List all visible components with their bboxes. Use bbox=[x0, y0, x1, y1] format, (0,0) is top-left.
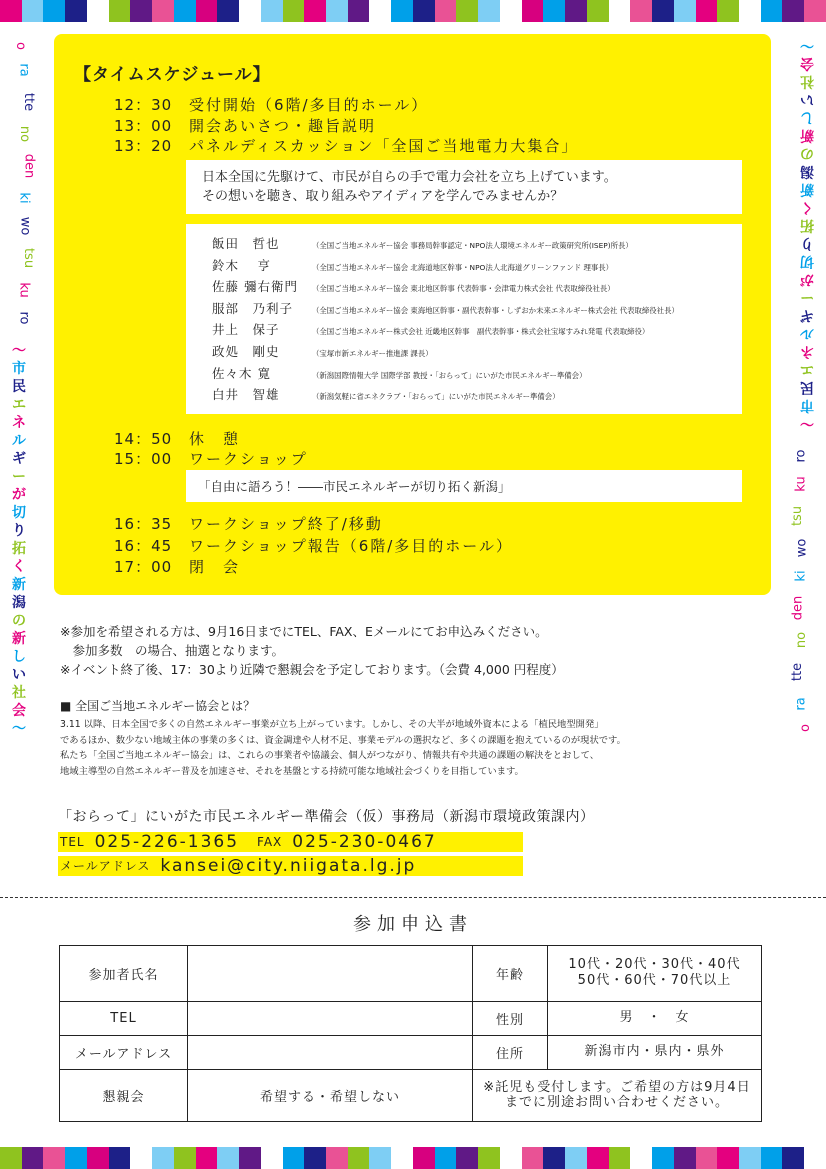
panelist-name: 白井 智雄 bbox=[212, 387, 280, 403]
form-label: 性別 bbox=[473, 1001, 548, 1035]
schedule-time: 16：35 bbox=[114, 515, 173, 533]
tel-field[interactable] bbox=[188, 1001, 473, 1035]
stripe-block bbox=[348, 1147, 370, 1169]
slogan-glyph: 市 bbox=[800, 397, 814, 413]
slogan-glyph: く bbox=[800, 199, 814, 215]
stripe-block bbox=[609, 1147, 631, 1169]
phone-fax-line bbox=[58, 832, 523, 852]
slogan-glyph: no bbox=[793, 631, 809, 649]
schedule-time: 17：00 bbox=[114, 558, 173, 576]
stripe-block bbox=[630, 0, 652, 22]
stripe-block bbox=[587, 1147, 609, 1169]
stripe-block bbox=[696, 0, 718, 22]
stripe-block bbox=[522, 0, 544, 22]
application-form bbox=[59, 945, 762, 1122]
participation-notes bbox=[60, 622, 564, 679]
intro-line: その想いを聴き、取り組みやアイディアを学んでみませんか？ bbox=[202, 189, 564, 204]
stripe-block bbox=[391, 0, 413, 22]
stripe-block bbox=[391, 1147, 413, 1169]
stripe-block bbox=[761, 1147, 783, 1169]
schedule-time: 13：00 bbox=[114, 117, 173, 135]
stripe-block bbox=[674, 1147, 696, 1169]
tel-label: TEL bbox=[60, 835, 85, 849]
stripe-block bbox=[456, 0, 478, 22]
panelist-row bbox=[212, 320, 742, 342]
about-line: であるほか、数少ない地域主体の事業の多くは、資金調達や人材不足、事業モデルの選択など、多くの課題を抱えているのが現状です。 bbox=[60, 734, 626, 746]
stripe-block bbox=[543, 0, 565, 22]
panelist-title: （宝塚市新エネルギー推進課 課長） bbox=[312, 348, 433, 358]
office-name: 「おらって」にいがた市民エネルギー準備会（仮）事務局（新潟市環境政策課内） bbox=[58, 809, 595, 825]
slogan-glyph: ro bbox=[16, 311, 32, 325]
panelist-name: 鈴木 亨 bbox=[212, 257, 271, 273]
slogan-glyph: ku bbox=[17, 282, 32, 298]
slogan-glyph: 〜 bbox=[800, 415, 814, 431]
schedule-time: 15：00 bbox=[114, 450, 173, 468]
about-line: 地域主導型の自然エネルギー普及を加速させ、それを基盤とする持続可能な地域社会づくりを目指しています。 bbox=[60, 765, 524, 777]
stripe-block bbox=[174, 0, 196, 22]
slogan-glyph: エ bbox=[12, 397, 26, 413]
stripe-block bbox=[174, 1147, 196, 1169]
left-vertical-slogan bbox=[6, 36, 36, 738]
slogan-glyph: wo bbox=[17, 216, 32, 236]
email-line bbox=[58, 856, 523, 876]
stripe-block bbox=[522, 1147, 544, 1169]
stripe-block bbox=[696, 1147, 718, 1169]
gender-options[interactable] bbox=[548, 1001, 762, 1035]
schedule-desc: 開会あいさつ・趣旨説明 bbox=[189, 117, 377, 135]
slogan-glyph: 潟 bbox=[800, 163, 814, 179]
stripe-block bbox=[43, 0, 65, 22]
schedule-row bbox=[114, 94, 428, 115]
stripe-block bbox=[804, 0, 826, 22]
stripe-block bbox=[565, 1147, 587, 1169]
stripe-block bbox=[435, 1147, 457, 1169]
stripe-block bbox=[0, 1147, 22, 1169]
fax-label: FAX bbox=[257, 835, 283, 849]
schedule-row bbox=[114, 135, 578, 156]
slogan-glyph: ki bbox=[793, 570, 809, 582]
slogan-glyph: ギ bbox=[12, 451, 26, 467]
slogan-glyph: no bbox=[16, 125, 32, 143]
form-label: メールアドレス bbox=[60, 1035, 188, 1069]
stripe-block bbox=[109, 0, 131, 22]
slogan-glyph: ki bbox=[16, 192, 32, 204]
panelist-row bbox=[212, 256, 742, 278]
slogan-glyph: ネ bbox=[800, 343, 814, 359]
schedule-row bbox=[114, 535, 513, 556]
slogan-glyph: ro bbox=[793, 449, 809, 463]
stripe-block bbox=[478, 1147, 500, 1169]
schedule-row bbox=[114, 513, 383, 534]
slogan-glyph: ギ bbox=[800, 307, 814, 323]
stripe-block bbox=[739, 0, 761, 22]
slogan-glyph: tte bbox=[20, 92, 36, 112]
stripe-block bbox=[0, 0, 22, 22]
form-row bbox=[60, 1001, 762, 1035]
panelist-name: 佐藤 彌右衛門 bbox=[212, 279, 298, 295]
schedule-desc: パネルディスカッション「全国ご当地電力大集合」 bbox=[189, 137, 579, 155]
form-title: 参加申込書 bbox=[353, 914, 473, 935]
slogan-glyph: り bbox=[12, 523, 26, 539]
stripe-block bbox=[283, 1147, 305, 1169]
panelist-title: （全国ご当地エネルギー株式会社 近畿地区幹事 副代表幹事・株式会社宝塚すみれ発電 代表取締役） bbox=[312, 327, 650, 337]
panelist-title: （全国ご当地エネルギー協会 事務局幹事認定・NPO法人環境エネルギー政策研究所(ISEP)所長） bbox=[312, 241, 633, 250]
age-option-line: 50代・60代・70代以上 bbox=[577, 973, 732, 989]
form-label: 懇親会 bbox=[60, 1069, 188, 1121]
slogan-glyph: が bbox=[12, 487, 26, 503]
slogan-glyph: ku bbox=[794, 476, 809, 492]
slogan-glyph: 社 bbox=[800, 73, 814, 89]
childcare-note bbox=[473, 1069, 762, 1121]
stripe-block bbox=[65, 1147, 87, 1169]
panelist-row bbox=[212, 342, 742, 364]
schedule-desc: ワークショップ終了/移動 bbox=[189, 515, 383, 533]
schedule-desc: 受付開始（6階/多目的ホール） bbox=[189, 96, 429, 114]
slogan-glyph: い bbox=[800, 91, 814, 107]
form-row bbox=[60, 1069, 762, 1121]
note-line: 参加多数 の場合、抽選となります。 bbox=[60, 643, 285, 658]
email-label: メールアドレス bbox=[60, 859, 151, 873]
stripe-block bbox=[304, 0, 326, 22]
stripe-block bbox=[609, 0, 631, 22]
stripe-block bbox=[65, 0, 87, 22]
stripe-block bbox=[152, 0, 174, 22]
slogan-glyph: 新 bbox=[800, 181, 814, 197]
stripe-block bbox=[87, 0, 109, 22]
slogan-glyph: く bbox=[12, 559, 26, 575]
slogan-glyph: し bbox=[800, 109, 814, 125]
panelist-list bbox=[186, 224, 742, 414]
slogan-glyph: 切 bbox=[12, 505, 26, 521]
stripe-block bbox=[369, 1147, 391, 1169]
stripe-block bbox=[413, 0, 435, 22]
stripe-block bbox=[478, 0, 500, 22]
stripe-block bbox=[500, 0, 522, 22]
schedule-title: 【タイムスケジュール】 bbox=[74, 65, 271, 85]
panelist-row bbox=[212, 299, 742, 321]
stripe-block bbox=[326, 0, 348, 22]
slogan-glyph: tte bbox=[789, 662, 805, 682]
age-option-line: 10代・20代・30代・40代 bbox=[568, 957, 741, 973]
stripe-block bbox=[130, 0, 152, 22]
name-field[interactable] bbox=[188, 946, 473, 1002]
schedule-time: 14：50 bbox=[114, 430, 173, 448]
tel-number: 025-226-1365 bbox=[94, 832, 240, 852]
address-option-line: 新潟市内・県内・県外 bbox=[584, 1044, 725, 1060]
cut-line bbox=[0, 897, 826, 898]
fax-number: 025-230-0467 bbox=[292, 832, 437, 852]
slogan-glyph: の bbox=[800, 145, 814, 161]
slogan-glyph: 新 bbox=[12, 577, 26, 593]
form-row bbox=[60, 1035, 762, 1069]
slogan-glyph: の bbox=[12, 613, 26, 629]
schedule-row bbox=[114, 448, 308, 469]
stripe-block bbox=[500, 1147, 522, 1169]
party-options[interactable]: 希望する・希望しない bbox=[188, 1069, 473, 1121]
slogan-glyph: tsu bbox=[20, 247, 36, 269]
stripe-block bbox=[652, 1147, 674, 1169]
stripe-block bbox=[152, 1147, 174, 1169]
form-label: 年齢 bbox=[473, 946, 548, 1002]
slogan-glyph: den bbox=[790, 595, 805, 621]
stripe-block bbox=[587, 0, 609, 22]
stripe-block bbox=[239, 1147, 261, 1169]
schedule-row bbox=[114, 115, 376, 136]
stripe-block bbox=[130, 1147, 152, 1169]
slogan-glyph: 拓 bbox=[12, 541, 26, 557]
stripe-block bbox=[326, 1147, 348, 1169]
childcare-note-line: までに別途お問い合わせください。 bbox=[504, 1095, 729, 1111]
panelist-title: （全国ご当地エネルギー協会 東北地区幹事 代表幹事・会津電力株式会社 代表取締役社長） bbox=[312, 284, 615, 294]
stripe-block bbox=[87, 1147, 109, 1169]
email-address: kansei@city.niigata.lg.jp bbox=[160, 856, 417, 876]
stripe-block bbox=[717, 1147, 739, 1169]
workshop-theme-box: 「自由に語ろう！――市民エネルギーが切り拓く新潟」 bbox=[186, 470, 742, 502]
slogan-glyph: ー bbox=[12, 469, 26, 485]
top-color-stripe bbox=[0, 0, 826, 22]
stripe-block bbox=[261, 1147, 283, 1169]
stripe-block bbox=[283, 0, 305, 22]
slogan-glyph: ra bbox=[794, 697, 809, 711]
stripe-block bbox=[43, 1147, 65, 1169]
form-label: TEL bbox=[60, 1001, 188, 1035]
form-label: 参加者氏名 bbox=[60, 946, 188, 1002]
slogan-glyph: 〜 bbox=[800, 37, 814, 53]
slogan-glyph: い bbox=[12, 667, 26, 683]
slogan-glyph: し bbox=[12, 649, 26, 665]
slogan-glyph: 拓 bbox=[800, 217, 814, 233]
slogan-glyph: 会 bbox=[12, 703, 26, 719]
stripe-block bbox=[652, 0, 674, 22]
slogan-glyph: 新 bbox=[800, 127, 814, 143]
stripe-block bbox=[804, 1147, 826, 1169]
panelist-row bbox=[212, 234, 742, 256]
schedule-time: 12：30 bbox=[114, 96, 173, 114]
note-line: ※イベント終了後、17：30より近隣で懇親会を予定しております。（会費 4,000 円程度） bbox=[60, 662, 564, 677]
slogan-glyph: 切 bbox=[800, 253, 814, 269]
panelist-name: 服部 乃利子 bbox=[212, 300, 294, 316]
stripe-block bbox=[239, 0, 261, 22]
slogan-glyph: tsu bbox=[789, 505, 805, 527]
email-field[interactable] bbox=[188, 1035, 473, 1069]
about-line: 3.11 以降、日本全国で多くの自然エネルギー事業が立ち上がっています。しかし、その大半が地域外資本による「植民地型開発」 bbox=[60, 719, 604, 730]
schedule-desc: 休 憩 bbox=[189, 430, 241, 448]
slogan-glyph: ネ bbox=[12, 415, 26, 431]
form-row bbox=[60, 946, 762, 1002]
stripe-block bbox=[543, 1147, 565, 1169]
slogan-glyph: den bbox=[21, 153, 36, 179]
panelist-row bbox=[212, 364, 742, 386]
schedule-desc: ワークショップ bbox=[189, 450, 308, 468]
stripe-block bbox=[717, 0, 739, 22]
note-line: ※参加を希望される方は、9月16日までにTEL、FAX、Eメールにてお申込みください。 bbox=[60, 624, 548, 639]
panelist-name: 政処 剛史 bbox=[212, 343, 280, 359]
slogan-glyph: 民 bbox=[800, 379, 814, 395]
schedule-row bbox=[114, 428, 240, 449]
stripe-block bbox=[782, 0, 804, 22]
stripe-block bbox=[674, 0, 696, 22]
stripe-block bbox=[456, 1147, 478, 1169]
slogan-glyph: り bbox=[800, 235, 814, 251]
panelist-title: （全国ご当地エネルギー協会 北海道地区幹事・NPO法人北海道グリーンファンド 理事長） bbox=[312, 262, 614, 272]
stripe-block bbox=[435, 0, 457, 22]
stripe-block bbox=[413, 1147, 435, 1169]
slogan-glyph: ル bbox=[12, 433, 26, 449]
gender-option-line: 男 ・ 女 bbox=[619, 1010, 690, 1026]
slogan-glyph: ー bbox=[800, 289, 814, 305]
schedule-desc: ワークショップ報告（6階/多目的ホール） bbox=[189, 537, 513, 555]
about-heading: ■ 全国ご当地エネルギー協会とは？ bbox=[60, 699, 256, 713]
slogan-glyph: 新 bbox=[12, 631, 26, 647]
stripe-block bbox=[630, 1147, 652, 1169]
schedule-time: 16：45 bbox=[114, 537, 173, 555]
slogan-glyph: 会 bbox=[800, 55, 814, 71]
panelist-row bbox=[212, 385, 742, 407]
stripe-block bbox=[22, 1147, 44, 1169]
panelist-title: （全国ご当地エネルギー協会 東海地区幹事・副代表幹事・しずおか未来エネルギー株式会社 代表取締役社長） bbox=[312, 305, 679, 315]
slogan-glyph: o bbox=[13, 42, 28, 50]
address-options[interactable] bbox=[548, 1035, 762, 1069]
about-line: 私たち「全国ご当地エネルギー協会」は、これらの事業者や協議会、個人がつながり、情報共有や共通の課題の解決をとおして、 bbox=[60, 750, 600, 762]
stripe-block bbox=[217, 1147, 239, 1169]
slogan-glyph: ra bbox=[17, 63, 32, 77]
right-vertical-slogan bbox=[789, 36, 820, 738]
stripe-block bbox=[217, 0, 239, 22]
slogan-glyph: 潟 bbox=[12, 595, 26, 611]
stripe-block bbox=[369, 0, 391, 22]
slogan-glyph: 市 bbox=[12, 361, 26, 377]
slogan-glyph: 〜 bbox=[12, 721, 26, 737]
slogan-glyph: ル bbox=[800, 325, 814, 341]
panelist-name: 飯田 哲也 bbox=[212, 236, 280, 251]
stripe-block bbox=[739, 1147, 761, 1169]
stripe-block bbox=[109, 1147, 131, 1169]
age-options[interactable] bbox=[548, 946, 762, 1002]
slogan-glyph: 民 bbox=[12, 379, 26, 395]
slogan-glyph: wo bbox=[794, 538, 809, 558]
panelist-title: （新潟気軽に省エネクラブ・「おらって」にいがた市民エネルギー準備会） bbox=[312, 392, 560, 402]
panelist-name: 井上 保子 bbox=[212, 322, 280, 338]
stripe-block bbox=[348, 0, 370, 22]
form-label: 住所 bbox=[473, 1035, 548, 1069]
slogan-glyph: が bbox=[800, 271, 814, 287]
panel-intro-box bbox=[186, 160, 742, 214]
panelist-name: 佐々木 寛 bbox=[212, 365, 271, 381]
about-body bbox=[60, 717, 780, 779]
stripe-block bbox=[761, 0, 783, 22]
schedule-desc: 閉 会 bbox=[189, 558, 241, 576]
stripe-block bbox=[565, 0, 587, 22]
bottom-color-stripe bbox=[0, 1147, 826, 1169]
slogan-glyph: エ bbox=[800, 361, 814, 377]
slogan-glyph: 社 bbox=[12, 685, 26, 701]
stripe-block bbox=[196, 1147, 218, 1169]
slogan-glyph: 〜 bbox=[12, 343, 26, 359]
schedule-row bbox=[114, 556, 240, 577]
panelist-title: （新潟国際情報大学 国際学部 教授・「おらって」にいがた市民エネルギー準備会） bbox=[312, 370, 587, 380]
stripe-block bbox=[196, 0, 218, 22]
intro-line: 日本全国に先駆けて、市民が自らの手で電力会社を立ち上げています。 bbox=[202, 170, 617, 185]
stripe-block bbox=[782, 1147, 804, 1169]
stripe-block bbox=[304, 1147, 326, 1169]
stripe-block bbox=[261, 0, 283, 22]
schedule-panel bbox=[54, 34, 771, 595]
panelist-row bbox=[212, 277, 742, 299]
slogan-glyph: o bbox=[798, 724, 813, 732]
stripe-block bbox=[22, 0, 44, 22]
childcare-note-line: ※託児も受付します。ご希望の方は9月4日 bbox=[483, 1080, 751, 1096]
schedule-time: 13：20 bbox=[114, 137, 173, 155]
